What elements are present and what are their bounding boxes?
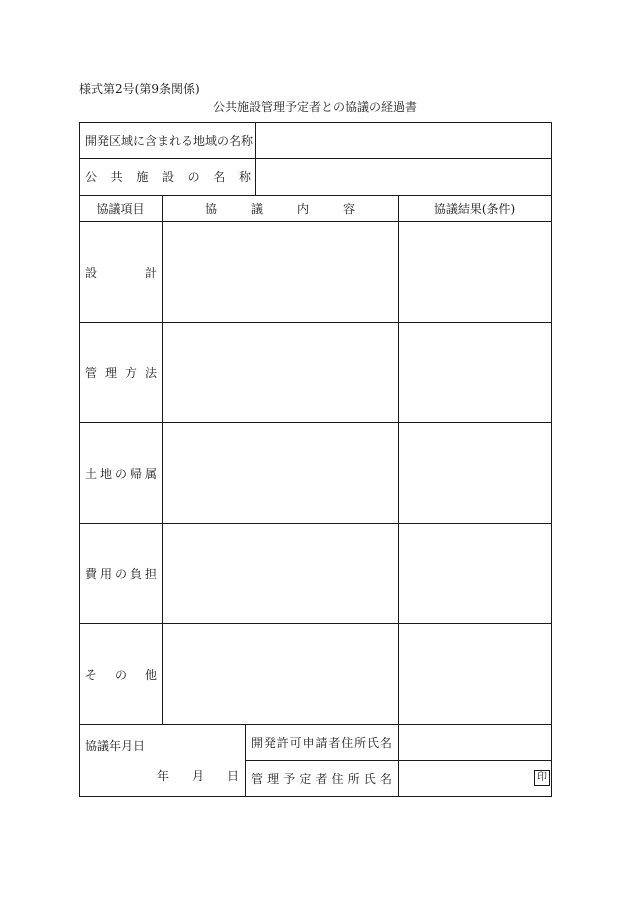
row-label-design: 設 計 (85, 265, 157, 280)
table-border-right (551, 122, 552, 797)
seal-stamp: 印 (534, 770, 550, 786)
form-number-caption: 様式第2号(第9条関係) (79, 82, 200, 96)
document-title: 公共施設管理予定者との協議の経過書 (212, 100, 417, 114)
table-border-bottom (79, 796, 552, 797)
land-result-field[interactable] (399, 423, 551, 523)
dev-area-name-field[interactable] (256, 123, 551, 158)
header-result: 協議結果(条件) (433, 201, 516, 216)
other-content-field[interactable] (163, 624, 398, 724)
facility-name-label: 公 共 施 設 の 名 称 (85, 170, 251, 184)
management-content-field[interactable] (163, 323, 398, 422)
design-content-field[interactable] (163, 222, 398, 322)
header-item: 協議項目 (96, 201, 145, 216)
facility-name-field[interactable] (256, 159, 551, 195)
design-result-field[interactable] (399, 222, 551, 322)
header-content: 協 議 内 容 (205, 201, 355, 216)
manager-label: 管 理 予 定 者 住 所 氏 名 (251, 771, 392, 786)
applicant-address-name-field[interactable] (399, 725, 551, 760)
cost-content-field[interactable] (163, 524, 398, 623)
row-label-cost-burden: 費 用 の 負 担 (85, 566, 157, 581)
land-content-field[interactable] (163, 423, 398, 523)
cost-result-field[interactable] (399, 524, 551, 623)
row-label-other: そ の 他 (85, 667, 157, 682)
consultation-date-field[interactable]: 年 月 日 (157, 768, 239, 783)
management-result-field[interactable] (399, 323, 551, 422)
applicant-label: 開 発 許 可 申 請 者 住 所 氏 名 (251, 735, 392, 750)
column-divider (245, 724, 246, 797)
row-label-management: 管 理 方 法 (85, 365, 157, 380)
table-border-left (79, 122, 80, 797)
row-label-land-ownership: 土 地 の 帰 属 (85, 466, 157, 481)
consultation-date-label: 協議年月日 (85, 738, 146, 753)
dev-area-name-label: 開発区域に含まれる地域の名称 (85, 133, 254, 148)
other-result-field[interactable] (399, 624, 551, 724)
manager-address-name-field[interactable] (399, 761, 529, 796)
